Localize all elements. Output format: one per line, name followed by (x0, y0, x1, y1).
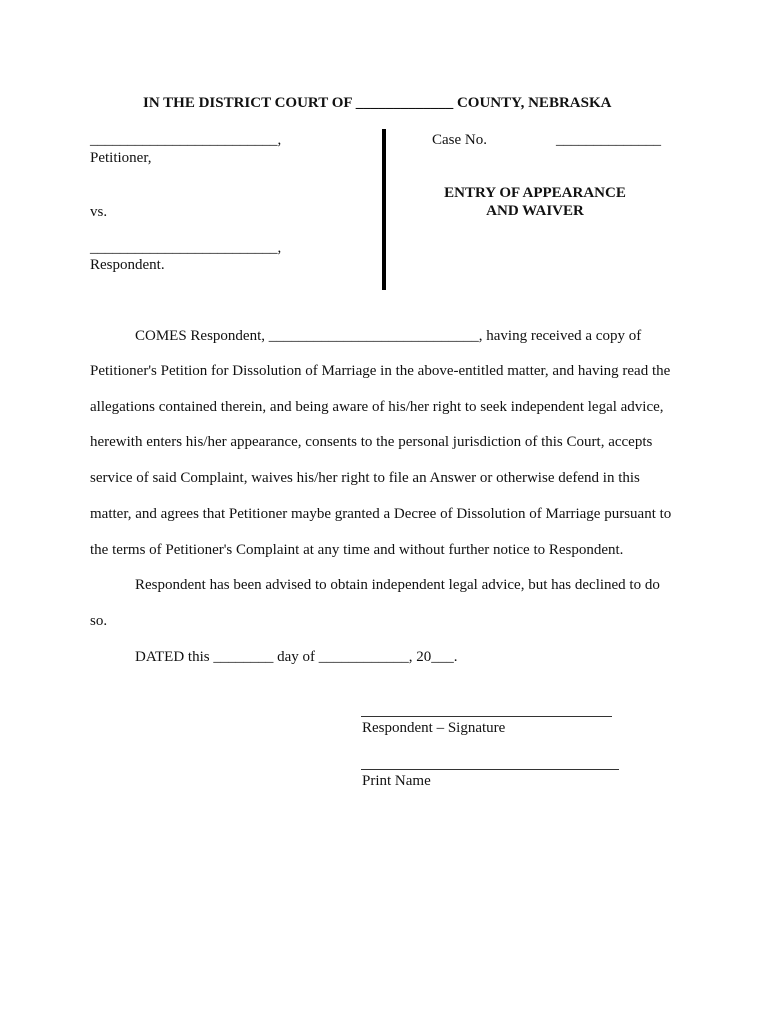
signature-label: Respondent – Signature (362, 720, 506, 736)
respondent-label: Respondent. (90, 257, 165, 273)
court-heading: IN THE DISTRICT COURT OF _____________ COUNTY, NEBRASKA (143, 95, 612, 111)
caption-divider (382, 129, 386, 290)
respondent-name-blank: _________________________, (90, 240, 282, 256)
body-line: allegations contained therein, and being aware of his/her right to seek independent legal advice, (90, 399, 664, 415)
body-line: matter, and agrees that Petitioner maybe granted a Decree of Dissolution of Marriage pursuant to (90, 506, 672, 522)
case-number-label: Case No. (432, 132, 487, 148)
petitioner-label: Petitioner, (90, 150, 152, 166)
print-name-label: Print Name (362, 773, 431, 789)
body-line: Respondent has been advised to obtain independent legal advice, but has declined to do (135, 577, 660, 593)
body-line: Petitioner's Petition for Dissolution of Marriage in the above-entitled matter, and having read the (90, 363, 671, 379)
document-title-line-1: ENTRY OF APPEARANCE (444, 185, 626, 201)
document-title-line-2: AND WAIVER (486, 203, 584, 219)
dated-line: DATED this ________ day of ____________, 20___. (135, 649, 458, 665)
print-name-line (361, 769, 619, 770)
versus-label: vs. (90, 204, 108, 220)
body-line: so. (90, 613, 108, 629)
case-number-blank: ______________ (556, 132, 661, 148)
signature-line (361, 716, 612, 717)
body-line: COMES Respondent, ____________________________, having received a copy of (135, 328, 642, 344)
body-line: the terms of Petitioner's Complaint at any time and without further notice to Respondent. (90, 542, 624, 558)
petitioner-name-blank: _________________________, (90, 132, 282, 148)
body-line: service of said Complaint, waives his/her right to file an Answer or otherwise defend in this (90, 470, 640, 486)
body-line: herewith enters his/her appearance, consents to the personal jurisdiction of this Court, accepts (90, 434, 653, 450)
